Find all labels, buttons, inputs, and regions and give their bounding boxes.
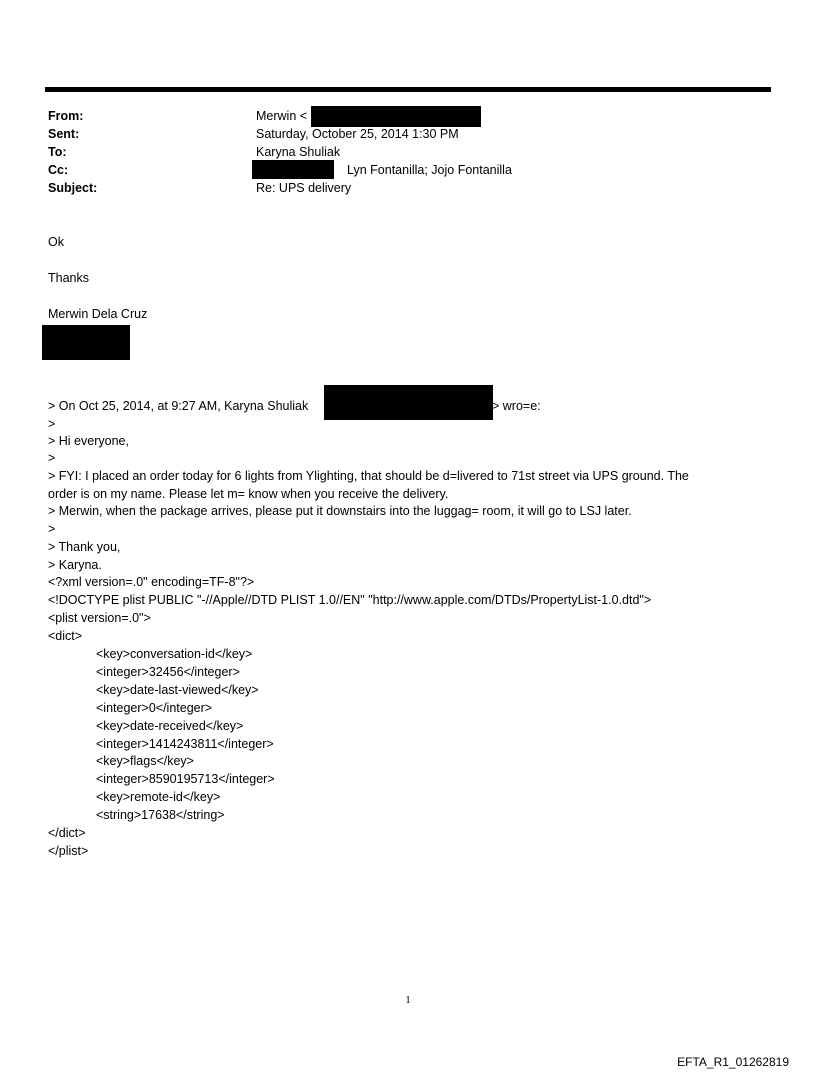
to-value: Karyna Shuliak (256, 145, 341, 159)
cc-value: Lyn Fontanilla; Jojo Fontanilla (347, 163, 512, 177)
plist-line: </dict> (48, 826, 86, 840)
sent-value: Saturday, October 25, 2014 1:30 PM (256, 127, 459, 141)
quoted-line: > Merwin, when the package arrives, please put it downstairs into the luggag= room, it will go to LSJ later. (48, 504, 632, 518)
quoted-line: order is on my name. Please let m= know when you receive the delivery. (48, 487, 449, 501)
plist-line: <dict> (48, 629, 83, 643)
cc-label: Cc: (48, 163, 69, 177)
plist-line: <integer>32456</integer> (96, 665, 240, 679)
plist-line: </plist> (48, 844, 89, 858)
plist-line: <key>date-received</key> (96, 719, 244, 733)
quoted-line: > (48, 522, 56, 536)
plist-line: <integer>1414243811</integer> (96, 737, 274, 751)
plist-line: <string>17638</string> (96, 808, 225, 822)
redaction-from-email (311, 106, 481, 127)
subject-label: Subject: (48, 181, 98, 195)
body-thanks: Thanks (48, 271, 89, 285)
plist-line: <integer>8590195713</integer> (96, 772, 275, 786)
to-label: To: (48, 145, 67, 159)
top-rule (45, 87, 771, 92)
quoted-line: > (48, 451, 56, 465)
quoted-line: > wro=e: (492, 399, 541, 413)
plist-line: <key>flags</key> (96, 754, 194, 768)
quoted-line: > FYI: I placed an order today for 6 lights from Ylighting, that should be d=livered to 71st street via UPS ground. The (48, 469, 689, 483)
bates-number: EFTA_R1_01262819 (677, 1055, 789, 1069)
plist-line: <integer>0</integer> (96, 701, 213, 715)
plist-line: <?xml version=.0" encoding=TF-8"?> (48, 575, 255, 589)
body-ok: Ok (48, 235, 64, 249)
from-label: From: (48, 109, 84, 123)
quoted-line: > Hi everyone, (48, 434, 129, 448)
redaction-cc (252, 160, 334, 179)
quoted-line: > On Oct 25, 2014, at 9:27 AM, Karyna Shuliak (48, 399, 309, 413)
from-value: Merwin < (256, 109, 308, 123)
plist-line: <plist version=.0"> (48, 611, 151, 625)
page-number: 1 (405, 994, 411, 1006)
quoted-line: > Thank you, (48, 540, 121, 554)
subject-value: Re: UPS delivery (256, 181, 352, 195)
quoted-line: > (48, 417, 56, 431)
quoted-line: > Karyna. (48, 558, 102, 572)
plist-line: <key>remote-id</key> (96, 790, 221, 804)
plist-line: <!DOCTYPE plist PUBLIC "-//Apple//DTD PLIST 1.0//EN" "http://www.apple.com/DTDs/PropertyList-1.0.dtd"> (48, 593, 652, 607)
plist-line: <key>conversation-id</key> (96, 647, 253, 661)
sent-label: Sent: (48, 127, 80, 141)
redaction-quoted-email (324, 385, 493, 420)
plist-line: <key>date-last-viewed</key> (96, 683, 259, 697)
signature-name: Merwin Dela Cruz (48, 307, 148, 321)
redaction-signature (42, 325, 130, 360)
